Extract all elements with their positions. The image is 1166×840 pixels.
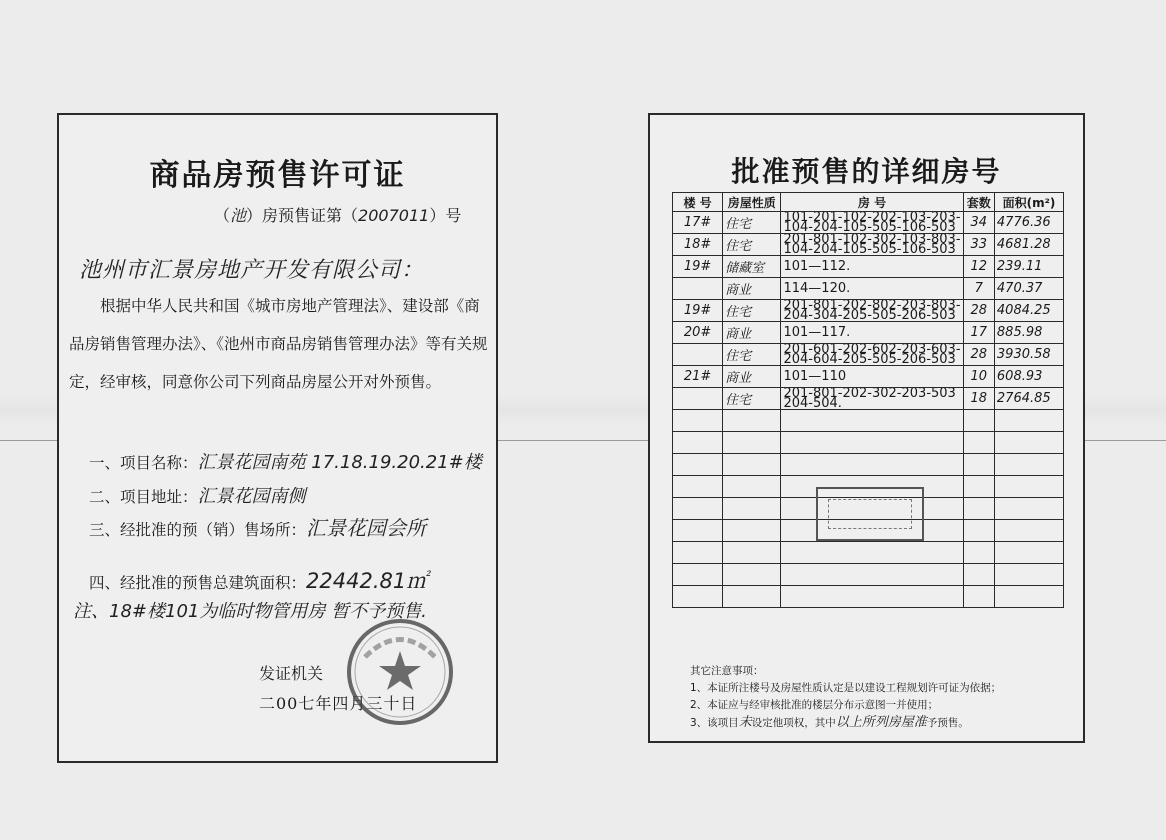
permit-prefix: （ — [214, 206, 231, 225]
table-body — [673, 212, 1064, 608]
cell-type: 住宅 — [723, 344, 781, 366]
table-row-empty — [673, 432, 1064, 454]
cell-empty — [963, 542, 994, 564]
cell-rooms: 201-801-202-302-203-503 204-504. — [781, 388, 963, 410]
item3-label: 三、经批准的预（销）售场所： — [89, 521, 307, 539]
cell-sets: 33 — [963, 234, 994, 256]
cell-building: 21# — [673, 366, 723, 388]
cell-empty — [963, 476, 994, 498]
cell-empty — [994, 476, 1063, 498]
cell-building: 19# — [673, 256, 723, 278]
item-project-name — [89, 448, 482, 474]
cell-sets: 17 — [963, 322, 994, 344]
cell-empty — [673, 432, 723, 454]
table-row — [673, 234, 1064, 256]
cell-area: 4681.28 — [994, 234, 1063, 256]
detail-panel — [648, 113, 1085, 743]
permit-city: 池 — [230, 206, 247, 225]
cell-type: 商业 — [723, 366, 781, 388]
cell-rooms: 101—112. — [781, 256, 963, 278]
cell-rooms: 101—117. — [781, 322, 963, 344]
cell-rooms: 201-801-202-802-203-803- 204-304-205-505-206-503 — [781, 300, 963, 322]
header-sets: 套数 — [963, 193, 994, 212]
item4-value: 22442.81㎡ — [306, 569, 428, 593]
cell-empty — [994, 586, 1063, 608]
cell-empty — [994, 498, 1063, 520]
cell-empty — [673, 520, 723, 542]
cell-area: 3930.58 — [994, 344, 1063, 366]
cell-empty — [781, 410, 963, 432]
cell-rooms: 101-201-102-202-103-203- 104-204-105-505-106-503 — [781, 212, 963, 234]
cell-area: 239.11 — [994, 256, 1063, 278]
cell-rooms: 201-601-202-602-203-603- 204-604-205-505-206-503 — [781, 344, 963, 366]
table-row-empty — [673, 564, 1064, 586]
cell-empty — [994, 542, 1063, 564]
cell-empty — [994, 432, 1063, 454]
cell-type: 住宅 — [723, 234, 781, 256]
cell-type: 住宅 — [723, 388, 781, 410]
cell-empty — [994, 454, 1063, 476]
table-row — [673, 278, 1064, 300]
handwritten-note: 注、18#楼101为临时物管用房 暂不予预售. — [73, 601, 427, 622]
cell-sets: 18 — [963, 388, 994, 410]
permit-number: 2007011 — [358, 206, 430, 225]
cell-empty — [723, 454, 781, 476]
cell-building: 19# — [673, 300, 723, 322]
cell-empty — [994, 410, 1063, 432]
cell-empty — [963, 520, 994, 542]
issuer-label: 发证机关 — [259, 664, 324, 683]
cell-building: 18# — [673, 234, 723, 256]
header-building: 楼 号 — [673, 193, 723, 212]
cell-empty — [994, 564, 1063, 586]
cell-type: 住宅 — [723, 300, 781, 322]
table-row — [673, 212, 1064, 234]
cell-empty — [723, 410, 781, 432]
note3-c: 予预售。 — [926, 717, 969, 729]
cell-empty — [673, 454, 723, 476]
cell-empty — [781, 454, 963, 476]
filing-stamp — [816, 487, 924, 541]
item-project-address — [89, 482, 306, 508]
cell-type: 住宅 — [723, 212, 781, 234]
cell-building: 17# — [673, 212, 723, 234]
note3-hand1: 未 — [738, 715, 752, 730]
cell-empty — [723, 432, 781, 454]
item1-value: 汇景花园南苑 17.18.19.20.21#楼 — [197, 452, 482, 473]
notes-title: 其它注意事项： — [690, 665, 764, 677]
cell-building — [673, 388, 723, 410]
cell-empty — [963, 564, 994, 586]
permit-middle: ）房预售证第（ — [246, 206, 359, 225]
cell-building: 20# — [673, 322, 723, 344]
cell-empty — [723, 520, 781, 542]
permit-number-line — [214, 203, 461, 226]
cell-empty — [673, 476, 723, 498]
table-header-row — [673, 193, 1064, 212]
cell-sets: 28 — [963, 344, 994, 366]
room-detail-table — [672, 192, 1064, 608]
table-row — [673, 366, 1064, 388]
cell-area: 4776.36 — [994, 212, 1063, 234]
cell-empty — [963, 454, 994, 476]
cell-area: 4084.25 — [994, 300, 1063, 322]
cell-empty — [723, 542, 781, 564]
cell-empty — [723, 498, 781, 520]
cell-sets: 28 — [963, 300, 994, 322]
cell-empty — [963, 410, 994, 432]
cell-empty — [723, 476, 781, 498]
table-row — [673, 322, 1064, 344]
detail-title: 批准预售的详细房号 — [731, 155, 1002, 188]
company-name: 池州市汇景房地产开发有限公司： — [79, 258, 425, 283]
cell-type: 商业 — [723, 278, 781, 300]
permit-body: 根据中华人民共和国《城市房地产管理法》、建设部《商品房销售管理办法》、《池州市商品房销售管理办法》等有关规定，经审核，同意你公司下列商品房屋公开对外预售。 — [69, 297, 488, 391]
cell-empty — [781, 432, 963, 454]
cell-empty — [723, 564, 781, 586]
cell-sets: 12 — [963, 256, 994, 278]
cell-area: 885.98 — [994, 322, 1063, 344]
item2-label: 二、项目地址： — [89, 488, 198, 506]
official-seal — [345, 617, 455, 727]
cell-empty — [723, 586, 781, 608]
cell-empty — [781, 542, 963, 564]
note3-b: 设定他项权，其中 — [751, 717, 836, 729]
table-row-empty — [673, 542, 1064, 564]
note3-hand2: 以上所列房屋准 — [835, 715, 927, 730]
notes-section — [690, 663, 1070, 732]
table-row — [673, 256, 1064, 278]
cell-empty — [673, 542, 723, 564]
cell-area: 2764.85 — [994, 388, 1063, 410]
header-rooms: 房 号 — [781, 193, 963, 212]
item3-value: 汇景花园会所 — [306, 516, 427, 540]
cell-empty — [673, 410, 723, 432]
item1-label: 一、项目名称： — [89, 454, 198, 472]
cell-area: 608.93 — [994, 366, 1063, 388]
item-total-area — [89, 565, 427, 595]
item4-label: 四、经批准的预售总建筑面积： — [89, 574, 307, 592]
cell-empty — [673, 564, 723, 586]
table-row — [673, 300, 1064, 322]
table-row-empty — [673, 586, 1064, 608]
cell-empty — [963, 586, 994, 608]
cell-sets: 7 — [963, 278, 994, 300]
cell-area: 470.37 — [994, 278, 1063, 300]
note-2: 2、本证应与经审核批准的楼层分布示意图一并使用； — [690, 699, 939, 711]
cell-building — [673, 278, 723, 300]
cell-empty — [963, 432, 994, 454]
table-row — [673, 388, 1064, 410]
item-sales-venue — [89, 512, 426, 541]
cell-type: 商业 — [723, 322, 781, 344]
cell-rooms: 201-801-102-302-103-803- 104-204-105-505-106-503 — [781, 234, 963, 256]
cell-sets: 10 — [963, 366, 994, 388]
cell-sets: 34 — [963, 212, 994, 234]
header-type: 房屋性质 — [723, 193, 781, 212]
cell-type: 储藏室 — [723, 256, 781, 278]
cell-empty — [673, 586, 723, 608]
table-row — [673, 344, 1064, 366]
item2-value: 汇景花园南侧 — [197, 486, 306, 507]
cell-empty — [781, 586, 963, 608]
cell-empty — [994, 520, 1063, 542]
cell-building — [673, 344, 723, 366]
note-3 — [690, 714, 1070, 732]
cell-rooms: 101—110 — [781, 366, 963, 388]
issue-date: 二00七年四月三十日 — [259, 694, 418, 713]
note-1: 1、本证所注楼号及房屋性质认定是以建设工程规划许可证为依据； — [690, 682, 1002, 694]
cell-rooms: 114—120. — [781, 278, 963, 300]
table-row-empty — [673, 410, 1064, 432]
permit-suffix: ）号 — [429, 206, 462, 225]
note3-a: 3、该项目 — [690, 717, 739, 729]
cell-empty — [673, 498, 723, 520]
table-row-empty — [673, 454, 1064, 476]
cell-empty — [781, 564, 963, 586]
cell-empty — [963, 498, 994, 520]
permit-title: 商品房预售许可证 — [149, 158, 406, 193]
header-area: 面积(m²) — [994, 193, 1063, 212]
